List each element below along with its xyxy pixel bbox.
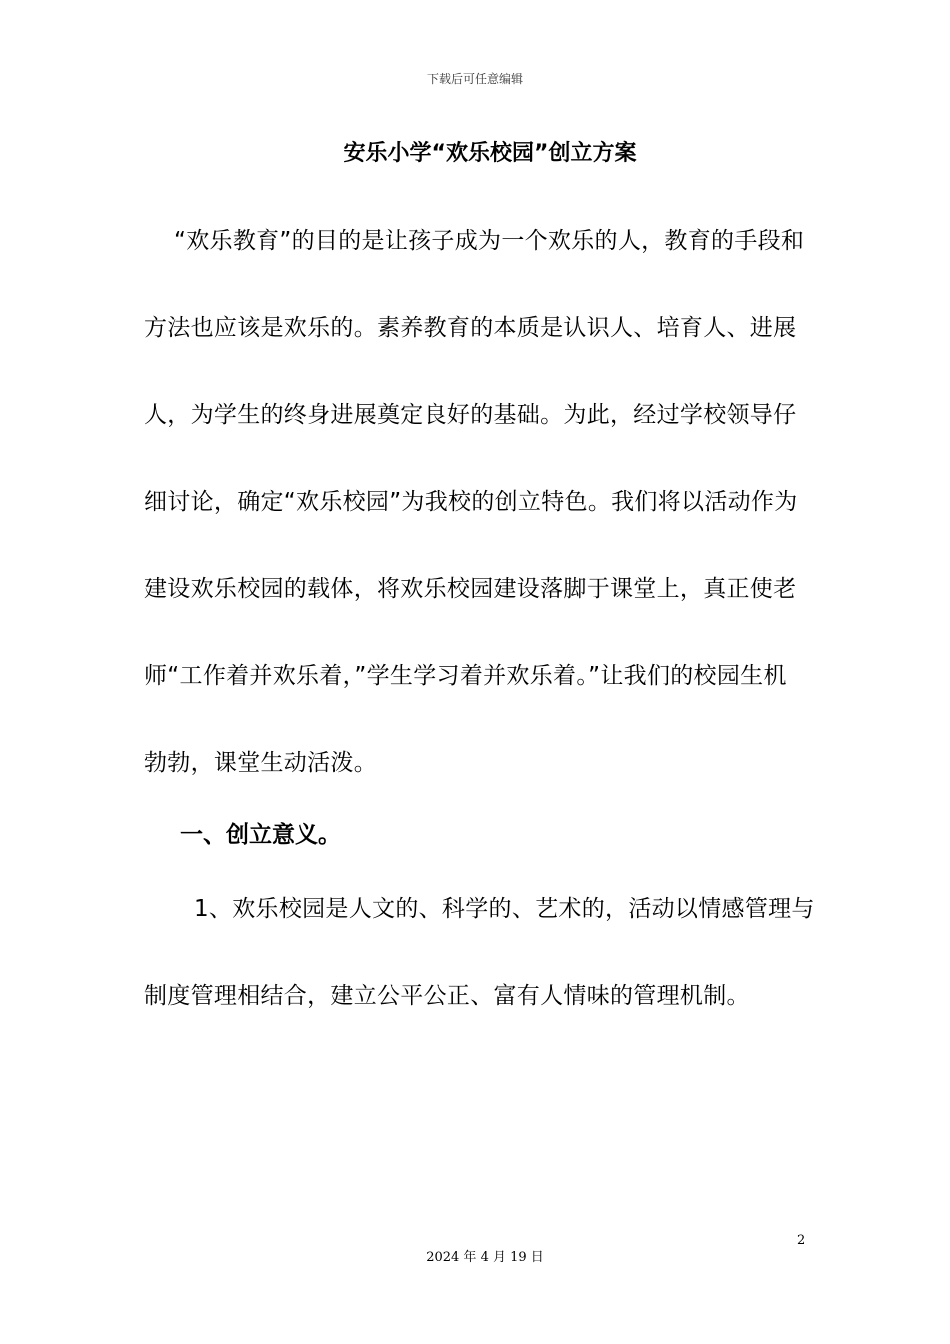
header-note: 下载后可任意编辑 [426,72,523,86]
paragraph-line: 制度管理相结合，建立公平公正、富有人情味的管理机制。 [144,983,750,1009]
paragraph-line: 细讨论，确定“欢乐校园”为我校的创立特色。我们将以活动作为 [144,489,798,515]
paragraph-line: 建设欢乐校园的载体，将欢乐校园建设落脚于课堂上，真正使老 [144,576,797,602]
document-title: 安乐小学“欢乐校园”创立方案 [343,141,637,166]
footer-date: 2024 年 4 月 19 日 [426,1250,544,1265]
paragraph-line: “欢乐教育”的目的是让孩子成为一个欢乐的人，教育的手段和 [174,228,805,254]
page-number: 2 [797,1233,806,1248]
paragraph-line: 1、欢乐校园是人文的、科学的、艺术的，活动以情感管理与 [194,896,815,922]
paragraph-line: 人，为学生的终身进展奠定良好的基础。为此，经过学校领导仔 [144,402,797,428]
section-heading: 一、创立意义。 [180,822,341,848]
paragraph-line: 方法也应该是欢乐的。素养教育的本质是认识人、培育人、进展 [144,315,797,341]
paragraph-line: 勃勃，课堂生动活泼。 [144,750,377,776]
paragraph-line: 师“工作着并欢乐着，”学生学习着并欢乐着。”让我们的校园生机 [144,663,787,689]
